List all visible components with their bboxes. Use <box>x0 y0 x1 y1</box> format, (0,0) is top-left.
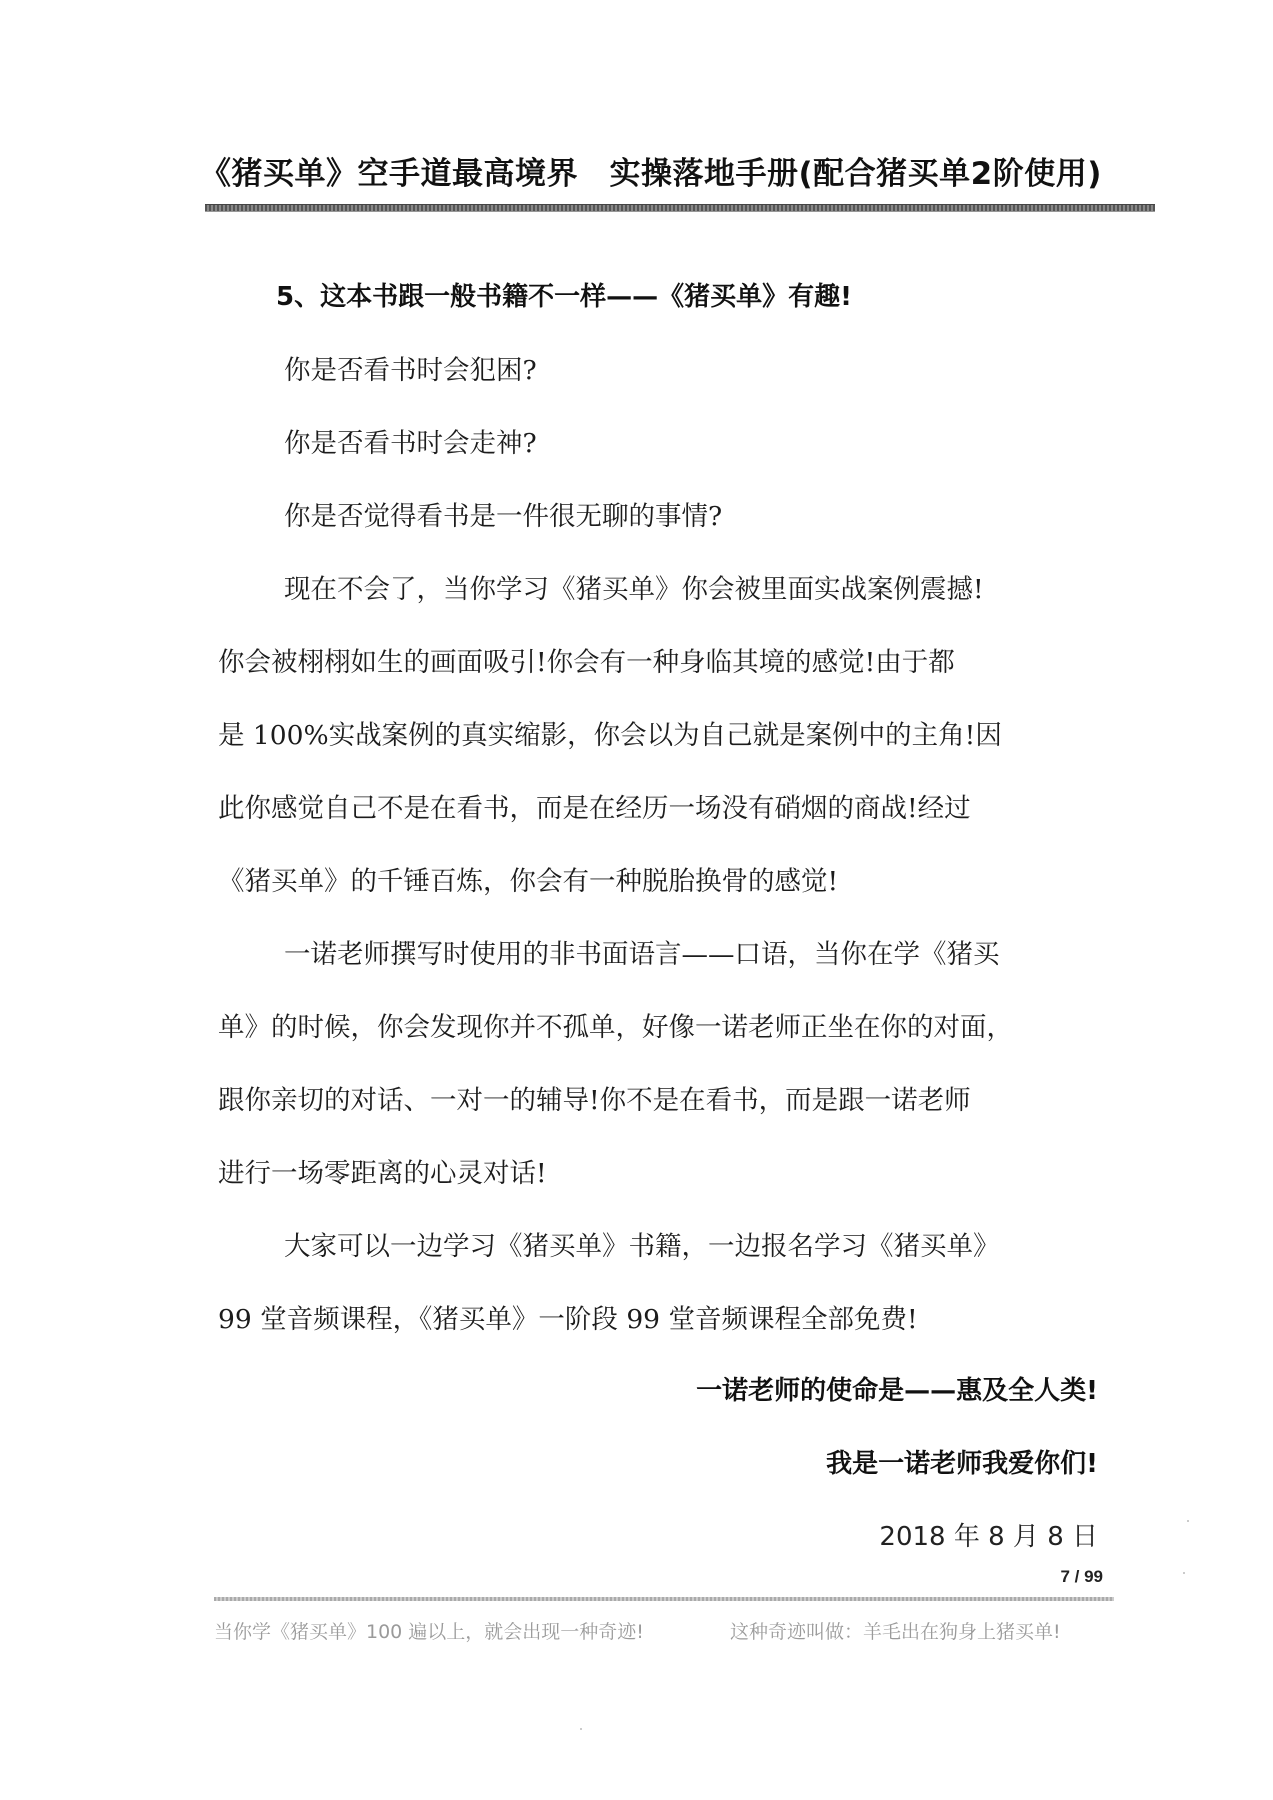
paragraph-line: 现在不会了，当你学习《猪买单》你会被里面实战案例震撼! <box>284 574 984 605</box>
closing-signoff: 我是一诺老师我爱你们! <box>826 1449 1098 1479</box>
footer-divider <box>214 1597 1114 1601</box>
paragraph-line: 是 100%实战案例的真实缩影，你会以为自己就是案例中的主角!因 <box>218 720 1002 751</box>
paragraph-line: 一诺老师撰写时使用的非书面语言——口语，当你在学《猪买 <box>284 939 1000 970</box>
paragraph-line: 《猪买单》的千锤百炼，你会有一种脱胎换骨的感觉! <box>218 866 839 897</box>
scan-speck <box>580 1728 582 1730</box>
question-line: 你是否觉得看书是一件很无聊的事情? <box>284 501 723 532</box>
paragraph-line: 你会被栩栩如生的画面吸引!你会有一种身临其境的感觉!由于都 <box>218 647 955 678</box>
paragraph-line: 进行一场零距离的心灵对话! <box>218 1158 547 1189</box>
paragraph-line: 99 堂音频课程，《猪买单》一阶段 99 堂音频课程全部免费! <box>218 1304 918 1335</box>
scan-speck <box>1187 1520 1189 1522</box>
paragraph-line: 此你感觉自己不是在看书，而是在经历一场没有硝烟的商战!经过 <box>218 793 971 824</box>
footer-slogan-right: 这种奇迹叫做：羊毛出在狗身上猪买单! <box>730 1621 1061 1643</box>
paragraph-line: 大家可以一边学习《猪买单》书籍，一边报名学习《猪买单》 <box>284 1231 1000 1262</box>
closing-mission: 一诺老师的使命是——惠及全人类! <box>696 1376 1098 1406</box>
question-line: 你是否看书时会犯困? <box>284 355 537 386</box>
paragraph-line: 跟你亲切的对话、一对一的辅导!你不是在看书，而是跟一诺老师 <box>218 1085 971 1116</box>
header-divider <box>205 204 1155 212</box>
document-date: 2018 年 8 月 8 日 <box>879 1522 1098 1552</box>
paragraph-line: 单》的时候，你会发现你并不孤单，好像一诺老师正坐在你的对面， <box>218 1012 1013 1043</box>
page-number: 7 / 99 <box>1060 1567 1103 1586</box>
page-header-title: 《猪买单》空手道最高境界 实操落地手册(配合猪买单2阶使用) <box>200 156 1102 192</box>
section-heading: 5、这本书跟一般书籍不一样——《猪买单》有趣! <box>276 282 852 312</box>
scan-speck <box>1183 1572 1185 1574</box>
footer-slogan-left: 当你学《猪买单》100 遍以上，就会出现一种奇迹! <box>214 1621 644 1643</box>
question-line: 你是否看书时会走神? <box>284 428 537 459</box>
